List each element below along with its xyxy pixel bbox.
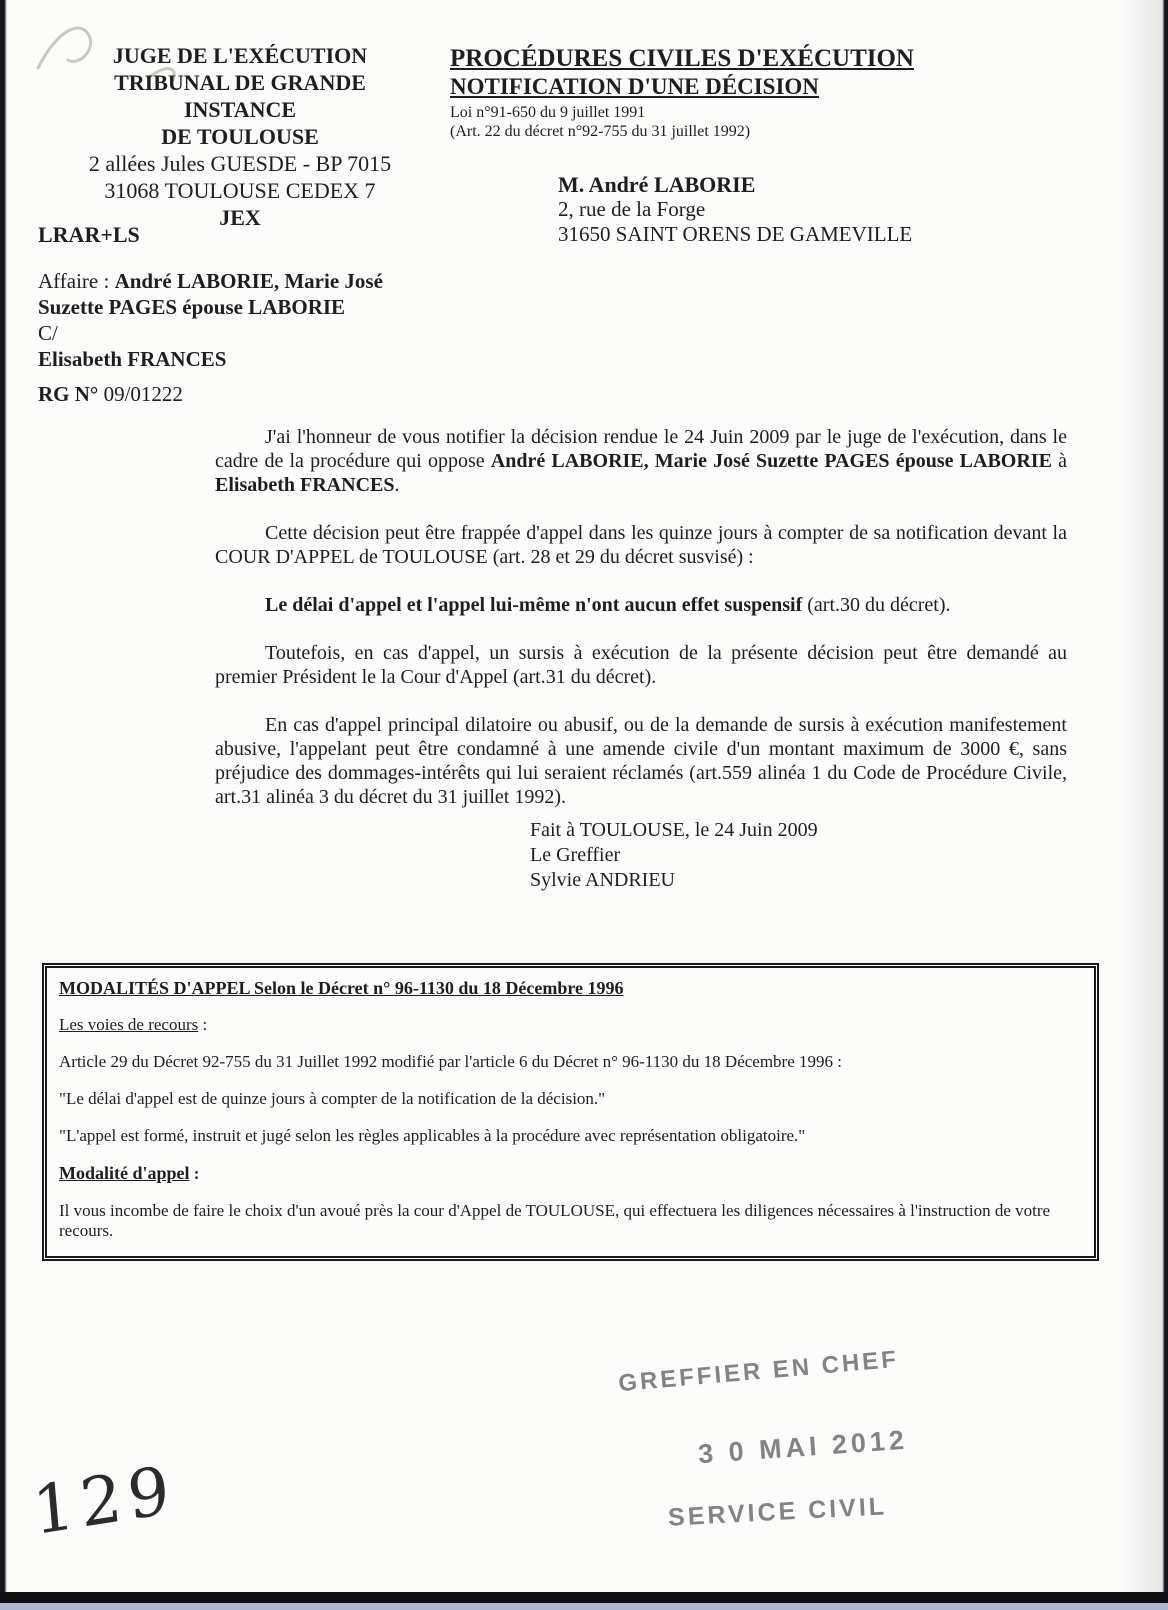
rg-value: 09/01222 bbox=[98, 382, 183, 406]
court-line: DE TOULOUSE bbox=[161, 124, 319, 149]
case-party2: Elisabeth FRANCES bbox=[38, 347, 227, 371]
appeal-box-content bbox=[59, 978, 1079, 1258]
signature-place-date: Fait à TOULOUSE, le 24 Juin 2009 bbox=[530, 819, 818, 841]
paragraph-appeal-delay: Cette décision peut être frappée d'appel dans les quinze jours à compter de sa notification devant la COUR D'APPEL de TOULOUSE (art. 28 et 29 du décret susvisé) : bbox=[215, 522, 1067, 568]
paragraph-amende: En cas d'appel principal dilatoire ou abusif, ou de la demande de sursis à exécution manifestement abusive, l'appelant peut être condamné à une amende civile d'un montant maximum de 3000 €, sans préjudice des dommages-intérêts qui lui seraient réclamés (art.559 alinéa 1 du Code de Procédure Civile, art.31 alinéa 3 du décret du 31 juillet 1992). bbox=[215, 714, 1067, 808]
modality-heading-text: Modalité d'appel bbox=[59, 1163, 190, 1183]
recourse-heading bbox=[59, 1015, 1079, 1035]
case-block bbox=[38, 268, 458, 372]
handwritten-page-number: 129 bbox=[29, 1450, 179, 1551]
scan-shading bbox=[1122, 0, 1162, 1610]
law-line: Loi n°91-650 du 9 juillet 1991 bbox=[450, 104, 646, 121]
modality-text: Il vous incombe de faire le choix d'un avoué près la cour d'Appel de TOULOUSE, qui effectuera les diligences nécessaires à l'instruction de votre recours. bbox=[59, 1201, 1051, 1240]
rg-number bbox=[38, 382, 183, 407]
scan-edge-bottom-strip bbox=[0, 1603, 1168, 1610]
p3-rest-text: (art.30 du décret). bbox=[802, 594, 951, 616]
case-versus: C/ bbox=[38, 321, 58, 345]
law-reference bbox=[450, 103, 1010, 141]
signature-name: Sylvie ANDRIEU bbox=[530, 869, 675, 891]
case-label: Affaire : bbox=[38, 269, 115, 293]
appeal-box-title: MODALITÉS D'APPEL Selon le Décret n° 96-1130 du 18 Décembre 1996 bbox=[59, 978, 624, 998]
court-line: INSTANCE bbox=[183, 97, 297, 122]
quote-delay: "Le délai d'appel est de quinze jours à compter de la notification de la décision." bbox=[59, 1089, 606, 1108]
scan-edge-left bbox=[0, 0, 7, 1610]
notification-title: NOTIFICATION D'UNE DÉCISION bbox=[450, 74, 819, 99]
p1-defendant: Elisabeth FRANCES bbox=[215, 474, 395, 496]
court-header bbox=[40, 42, 440, 231]
p3-bold-text: Le délai d'appel et l'appel lui-même n'ont aucun effet suspensif bbox=[265, 594, 803, 616]
modality-colon: : bbox=[189, 1164, 200, 1183]
letter-body bbox=[215, 425, 1067, 833]
case-parties bbox=[38, 268, 458, 294]
law-line: (Art. 22 du décret n°92-755 du 31 juillet 1992) bbox=[450, 123, 751, 140]
quote-procedure: "L'appel est formé, instruit et jugé selon les règles applicables à la procédure avec représentation obligatoire." bbox=[59, 1126, 806, 1145]
modality-heading bbox=[59, 1163, 1079, 1184]
p1-text: J'ai l'honneur de vous notifier la décision rendue le 24 Juin 2009 par le juge de l'exécution, dans le cadre de la procédure qui oppose bbox=[215, 426, 1067, 472]
paragraph-notification bbox=[215, 425, 1067, 497]
p1-parties: André LABORIE, Marie José Suzette PAGES épouse LABORIE bbox=[490, 450, 1052, 472]
scan-edge-bottom bbox=[0, 1592, 1168, 1603]
court-address-line: 31068 TOULOUSE CEDEX 7 bbox=[104, 178, 376, 203]
paragraph-no-suspensive-effect bbox=[215, 593, 1067, 617]
recipient-street: 2, rue de la Forge bbox=[558, 197, 706, 221]
recipient-name: M. André LABORIE bbox=[558, 172, 756, 197]
court-address-line: 2 allées Jules GUESDE - BP 7015 bbox=[88, 151, 392, 176]
recipient-city: 31650 SAINT ORENS DE GAMEVILLE bbox=[558, 222, 913, 246]
article-reference: Article 29 du Décret 92-755 du 31 Juillet 1992 modifié par l'article 6 du Décret n° 96-1130 du 18 Décembre 1996 : bbox=[59, 1052, 842, 1071]
stamp-service-civil: SERVICE CIVIL bbox=[667, 1492, 888, 1532]
stamp-date: 3 0 MAI 2012 bbox=[697, 1424, 909, 1470]
recourse-colon: : bbox=[198, 1015, 208, 1034]
case-party1-line1: André LABORIE, Marie José bbox=[114, 269, 383, 293]
p1-text: . bbox=[394, 474, 400, 496]
court-line: TRIBUNAL DE GRANDE bbox=[114, 70, 366, 95]
recourse-heading-text: Les voies de recours bbox=[59, 1015, 199, 1034]
stamp-greffier-en-chef: GREFFIER EN CHEF bbox=[617, 1345, 900, 1398]
lrar-label: LRAR+LS bbox=[38, 222, 140, 247]
scan-edge-right bbox=[1162, 0, 1168, 1610]
case-party1-line2: Suzette PAGES épouse LABORIE bbox=[38, 295, 346, 319]
court-jex-label: JEX bbox=[219, 205, 261, 230]
procedure-header bbox=[450, 44, 1010, 141]
rg-label: RG N° bbox=[38, 382, 99, 406]
recipient-block bbox=[558, 172, 912, 247]
signature-role: Le Greffier bbox=[530, 844, 621, 866]
p1-text: à bbox=[1051, 450, 1067, 472]
court-line: JUGE DE L'EXÉCUTION bbox=[112, 43, 368, 68]
procedure-title: PROCÉDURES CIVILES D'EXÉCUTION bbox=[450, 45, 914, 72]
paragraph-sursis: Toutefois, en cas d'appel, un sursis à exécution de la présente décision peut être demandé au premier Président le la Cour d'Appel (art.31 du décret). bbox=[215, 642, 1067, 688]
signature-block bbox=[530, 818, 818, 893]
appeal-modality-box bbox=[42, 963, 1099, 1261]
